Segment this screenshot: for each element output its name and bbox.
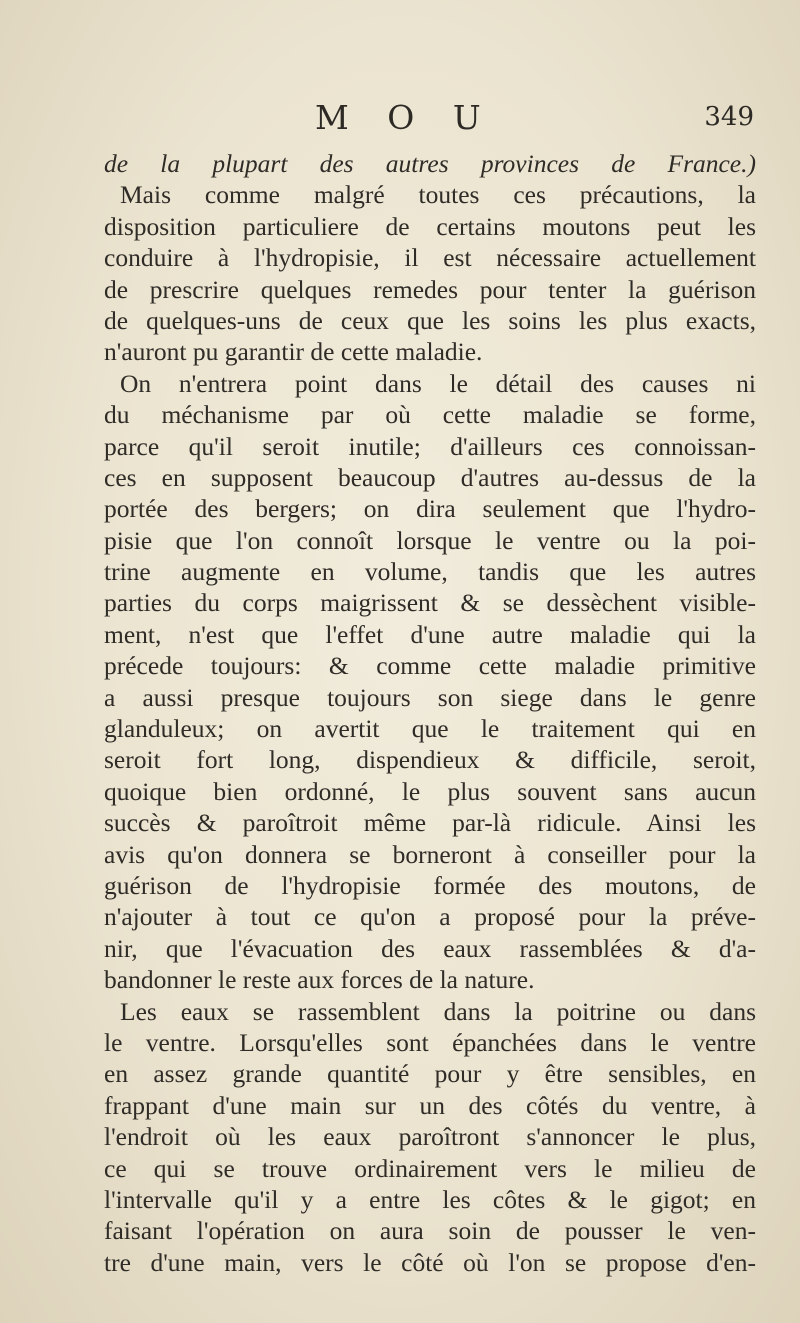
text-line: de quelques-uns de ceux que les soins les plus exacts, [104, 305, 756, 335]
text-line: trine augmente en volume, tandis que les autres [104, 557, 756, 587]
text-line: ce qui se trouve ordinairement vers le milieu de [104, 1153, 756, 1183]
text-line: glanduleux; on avertit que le traitement qui en [104, 714, 756, 744]
text-line: l'intervalle qu'il y a entre les côtes & le gigot; en [104, 1184, 756, 1214]
page-number: 349 [704, 102, 754, 132]
text-line: nir, que l'évacuation des eaux rassemblées & d'a- [104, 933, 756, 963]
page-header [100, 98, 760, 144]
text-line: frappant d'une main sur un des côtés du ventre, à [104, 1090, 756, 1120]
text-line: succès & paroîtroit même par-là ridicule. Ainsi les [104, 808, 756, 838]
text-line: Les eaux se rassemblent dans la poitrine ou dans [120, 996, 756, 1026]
text-line: faisant l'opération on aura soin de pousser le ven- [104, 1216, 756, 1246]
text-line: ces en supposent beaucoup d'autres au-dessus de la [104, 462, 756, 492]
text-line: Mais comme malgré toutes ces précautions, la [120, 180, 756, 210]
text-line: seroit fort long, dispendieux & difficile, seroit, [104, 745, 756, 775]
text-line: guérison de l'hydropisie formée des moutons, de [104, 870, 756, 900]
running-head: M O U [315, 98, 495, 137]
text-line: bandonner le reste aux forces de la nature. [104, 965, 535, 995]
text-line: précede toujours: & comme cette maladie primitive [104, 651, 756, 681]
text-line: l'endroit où les eaux paroîtront s'annoncer le plus, [104, 1122, 756, 1152]
text-line: a aussi presque toujours son siege dans le genre [104, 682, 756, 712]
text-line: n'ajouter à tout ce qu'on a proposé pour la préve- [104, 902, 756, 932]
text-line: conduire à l'hydropisie, il est nécessaire actuellement [104, 243, 756, 273]
text-line: le ventre. Lorsqu'elles sont épanchées dans le ventre [104, 1027, 756, 1057]
text-line: n'auront pu garantir de cette maladie. [104, 337, 483, 367]
body-text [104, 148, 756, 1278]
text-line: parties du corps maigrissent & se dessèchent visible- [104, 588, 756, 618]
text-line: quoique bien ordonné, le plus souvent sans aucun [104, 776, 756, 806]
text-line: en assez grande quantité pour y être sensibles, en [104, 1059, 756, 1089]
text-line: de la plupart des autres provinces de France.) [104, 149, 756, 178]
text-line: On n'entrera point dans le détail des causes ni [120, 368, 756, 398]
text-line: du méchanisme par où cette maladie se forme, [104, 400, 756, 430]
text-line: parce qu'il seroit inutile; d'ailleurs ces connoissan- [104, 431, 756, 461]
text-line: de prescrire quelques remedes pour tenter la guérison [104, 274, 756, 304]
text-line: tre d'une main, vers le côté où l'on se propose d'en- [104, 1247, 756, 1277]
text-line: disposition particuliere de certains moutons peut les [104, 211, 756, 241]
text-line: portée des bergers; on dira seulement que l'hydro- [104, 494, 756, 524]
text-line: avis qu'on donnera se borneront à conseiller pour la [104, 839, 756, 869]
text-line: ment, n'est que l'effet d'une autre maladie qui la [104, 619, 756, 649]
text-line: pisie que l'on connoît lorsque le ventre ou la poi- [104, 525, 756, 555]
